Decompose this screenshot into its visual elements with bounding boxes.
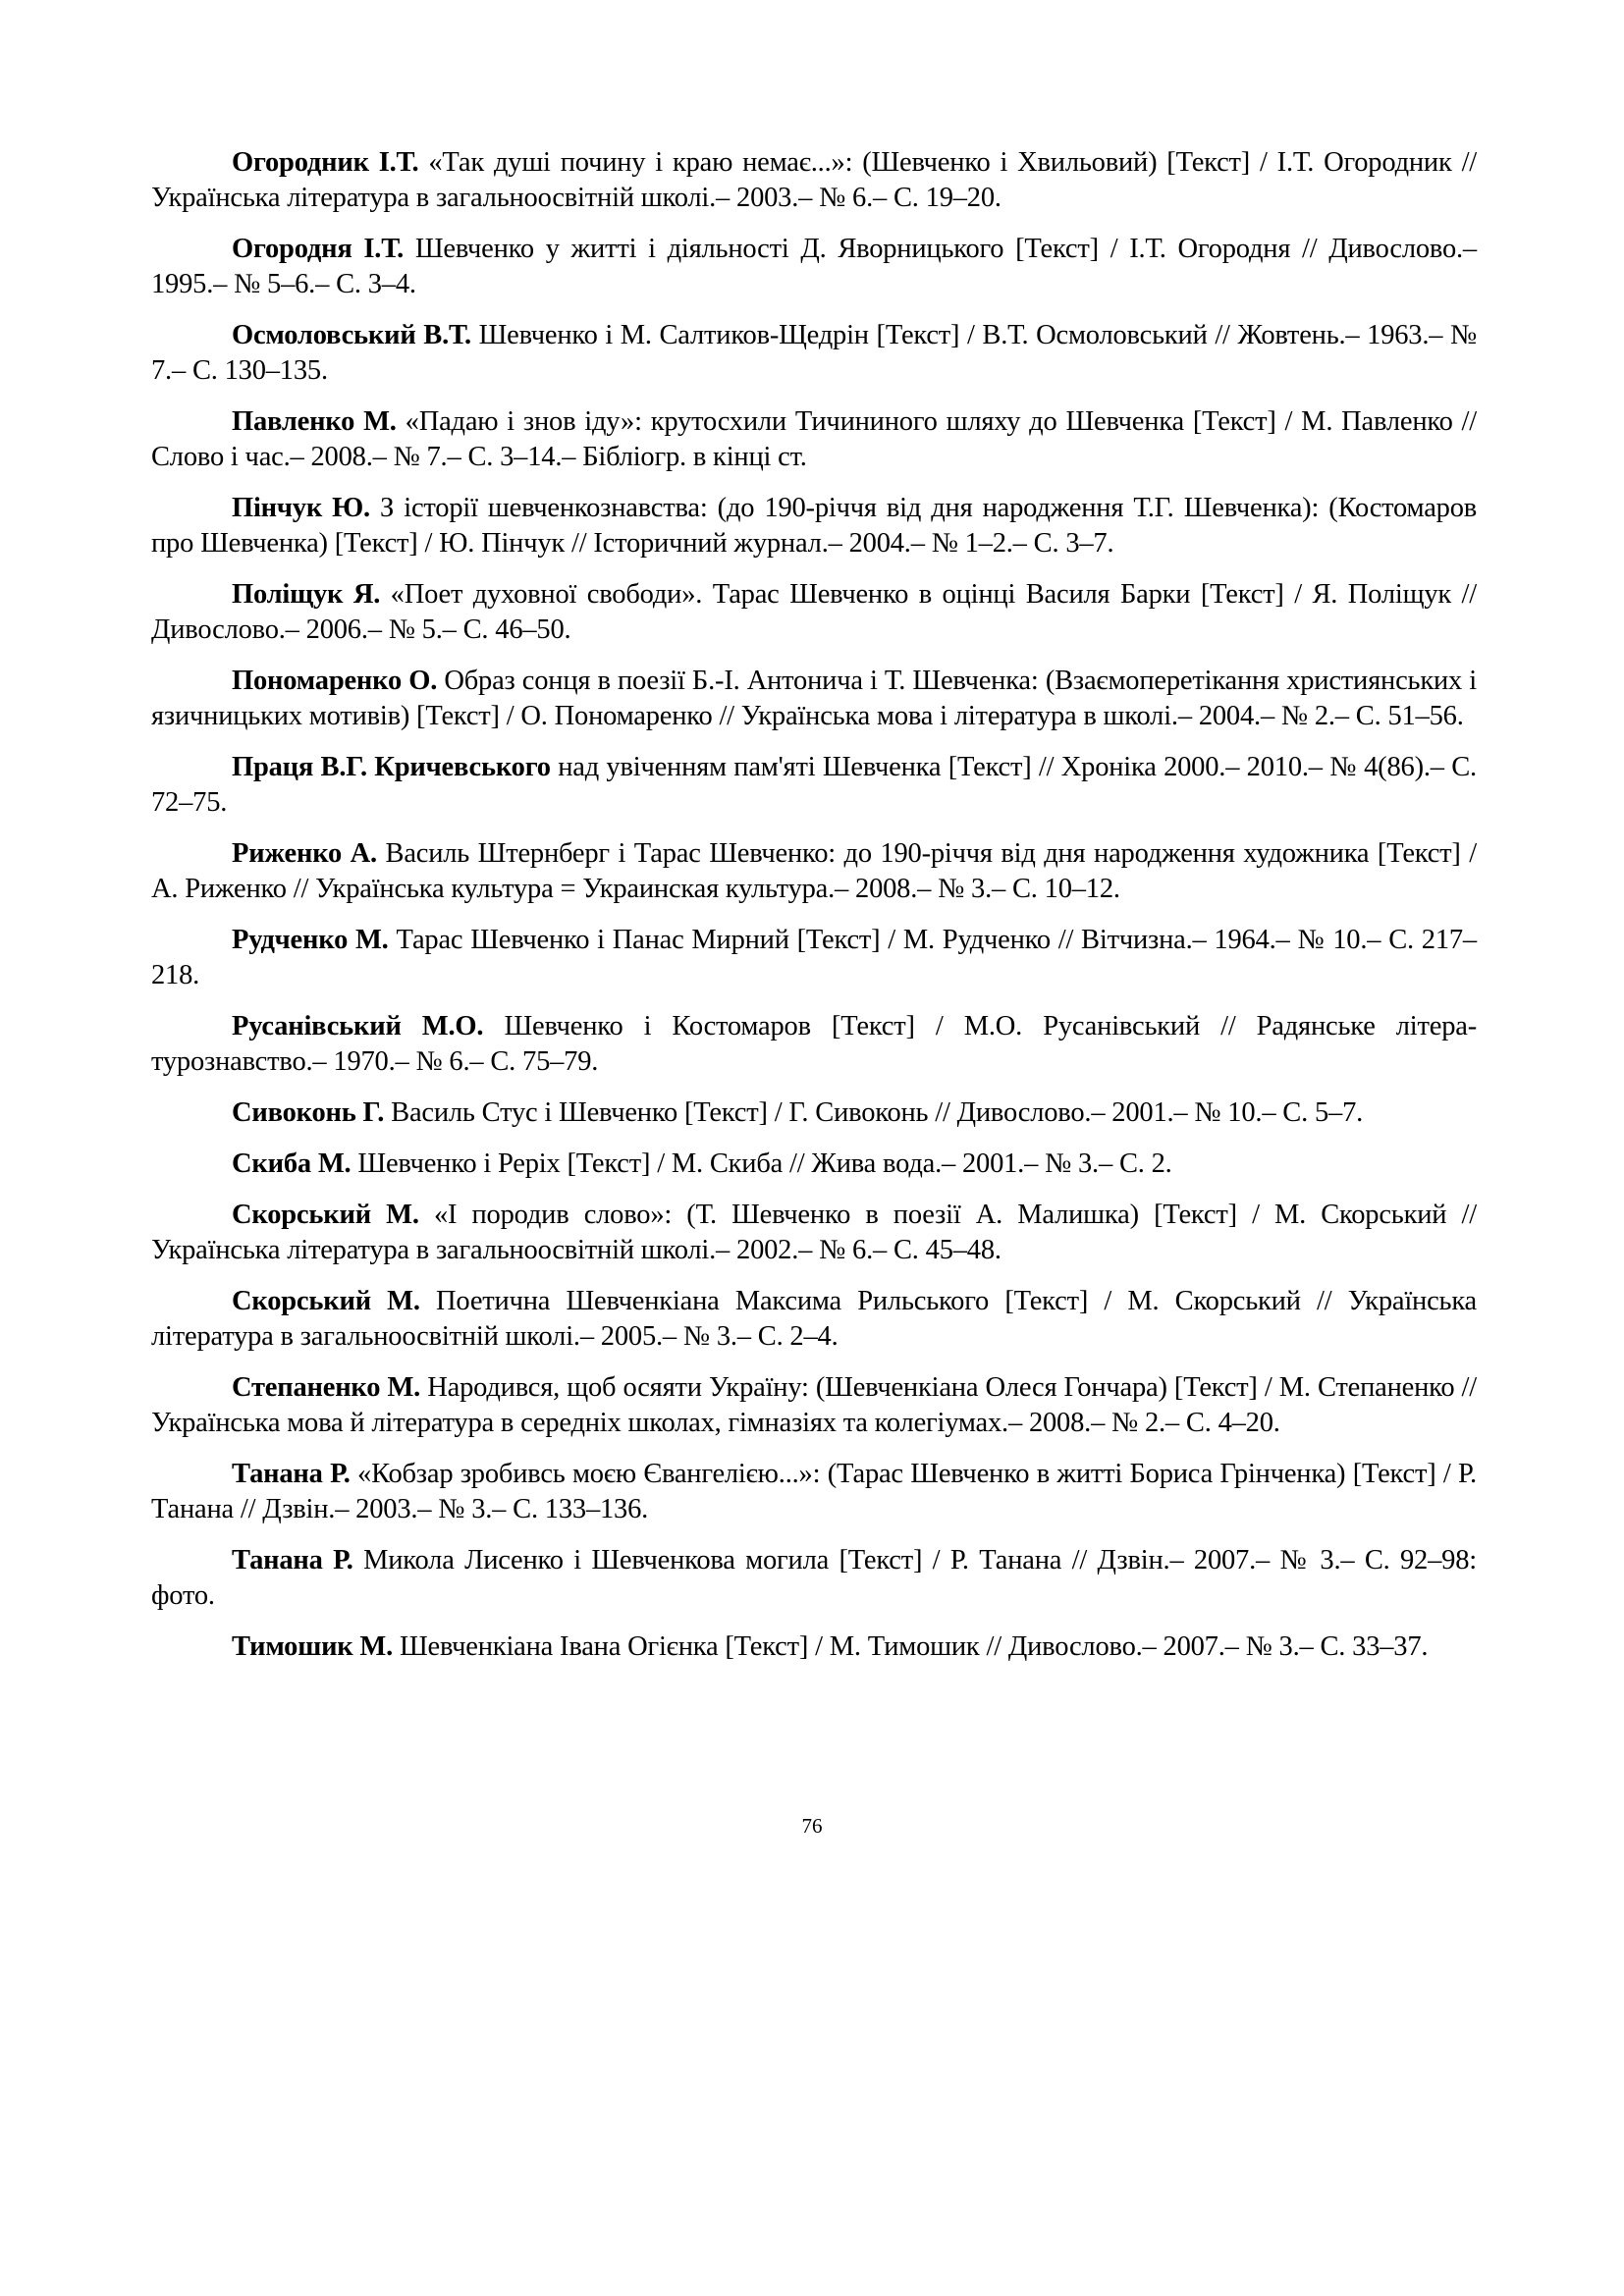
entry-text: «Кобзар зробивсь моєю Євангелією...»: (Тарас Шевченко в житті Бориса Грінченка) [Текст] / Р. Танана // Дзвін.– 2003.– № 3.– С. 133–136. xyxy=(151,1459,1477,1524)
entry-author: Скиба М. xyxy=(232,1148,352,1179)
bibliography-entry xyxy=(151,1370,1477,1441)
entry-text: «Падаю і знов іду»: крутосхили Тичининого шляху до Шевченка [Текст] / М. Павленко // Слово і час.– 2008.– № 7.– С. 3–14.– Бібліогр. в кінці ст. xyxy=(151,406,1477,472)
entry-author: Степаненко М. xyxy=(232,1372,421,1403)
entry-author: Пономаренко О. xyxy=(232,666,438,696)
bibliography-entry xyxy=(151,1009,1477,1080)
bibliography-entry xyxy=(151,1457,1477,1527)
bibliography-entry xyxy=(151,1147,1477,1182)
entry-author: Танана Р. xyxy=(232,1545,353,1575)
entry-author: Осмоловський В.Т. xyxy=(232,320,471,350)
entry-text: Шевченкіана Івана Огієнка [Текст] / М. Тимошик // Дивослово.– 2007.– № 3.– С. 33–37. xyxy=(393,1631,1429,1662)
bibliography-entry xyxy=(151,1543,1477,1614)
entry-author: Павленко М. xyxy=(232,406,397,437)
entry-author: Тимошик М. xyxy=(232,1631,394,1662)
entry-author: Риженко А. xyxy=(232,838,377,869)
bibliography-entry xyxy=(151,836,1477,907)
entry-text: Шевченко у житті і діяльності Д. Яворницького [Текст] / І.Т. Огородня // Дивослово.– 1995.– № 5–6.– С. 3–4. xyxy=(151,234,1477,299)
entry-text: «Поет духовної свободи». Тарас Шевченко в оцінці Василя Барки [Текст] / Я. Поліщук // Дивослово.– 2006.– № 5.– С. 46–50. xyxy=(151,579,1477,645)
entry-author: Пінчук Ю. xyxy=(232,493,370,523)
entry-text: Василь Стус і Шевченко [Текст] / Г. Сивоконь // Дивослово.– 2001.– № 10.– С. 5–7. xyxy=(384,1097,1364,1128)
entry-author: Сивоконь Г. xyxy=(232,1097,385,1128)
bibliography-entry xyxy=(151,1284,1477,1355)
entry-text: З історії шевченкознавства: (до 190-річчя від дня народження Т.Г. Шевченка): (Костомаров про Шевченка) [Текст] / Ю. Пінчук // Історичний журнал.– 2004.– № 1–2.– С. 3–7. xyxy=(151,493,1477,559)
entry-author: Рудченко М. xyxy=(232,925,389,955)
bibliography-entry xyxy=(151,1629,1477,1665)
bibliography-entry xyxy=(151,1095,1477,1131)
entry-author: Скорський М. xyxy=(232,1286,420,1316)
entry-text: Поетична Шевченкіана Максима Рильського [Текст] / М. Скорський // Українська література в загальноосвітній школі.– 2005.– № 3.– С. 2–4. xyxy=(151,1286,1477,1352)
bibliography-entry xyxy=(151,1198,1477,1268)
bibliography-entry xyxy=(151,145,1477,216)
entry-text: Микола Лисенко і Шевченкова могила [Текст] / Р. Танана // Дзвін.– 2007.– № 3.– С. 92–98: фото. xyxy=(151,1545,1477,1611)
entry-author: Огородник І.Т. xyxy=(232,147,419,178)
bibliography-entry xyxy=(151,750,1477,821)
entry-text: Шевченко і Реріх [Текст] / М. Скиба // Жива вода.– 2001.– № 3.– С. 2. xyxy=(351,1148,1172,1179)
bibliography-entry xyxy=(151,923,1477,993)
bibliography-entry xyxy=(151,664,1477,734)
entry-author: Праця В.Г. Кричевського xyxy=(232,752,551,782)
bibliography-list xyxy=(151,145,1477,1681)
entry-author: Танана Р. xyxy=(232,1459,351,1489)
entry-text: Тарас Шевченко і Панас Мирний [Текст] / М. Рудченко // Вітчизна.– 1964.– № 10.– С. 217–218. xyxy=(151,925,1477,990)
entry-text: над увіченням пам'яті Шевченка [Текст] // Хроніка 2000.– 2010.– № 4(86).– С. 72–75. xyxy=(151,752,1477,818)
entry-text: Василь Штернберг і Тарас Шевченко: до 190-річчя від дня народження художника [Текст] / А. Риженко // Українська культура = Украинская культура.– 2008.– № 3.– С. 10–12. xyxy=(151,838,1477,904)
bibliography-entry xyxy=(151,577,1477,648)
entry-author: Русанівський М.О. xyxy=(232,1011,484,1041)
bibliography-entry xyxy=(151,232,1477,302)
entry-text: Образ сонця в поезії Б.-І. Антонича і Т. Шевченка: (Взаємоперетікання християнських і язичницьких мотивів) [Текст] / О. Пономаренко // Українська мова і література в школі.– 2004.– № 2.– С. 51–56. xyxy=(151,666,1477,731)
entry-text: Шевченко і М. Салтиков-Щедрін [Текст] / В.Т. Осмоловський // Жовтень.– 1963.– № 7.– С. 130–135. xyxy=(151,320,1478,386)
entry-text: Народився, щоб осяяти Україну: (Шевченкіана Олеся Гончара) [Текст] / М. Степаненко // Українська мова й література в середніх школах, гімназіях та колегіумах.– 2008.– № 2.– С. 4–20. xyxy=(151,1372,1477,1438)
entry-text: «Так душі почину і краю немає...»: (Шевченко і Хвильовий) [Текст] / І.Т. Огородник // Українська література в загальноосвітній школі.– 2003.– № 6.– С. 19–20. xyxy=(151,147,1478,213)
bibliography-entry xyxy=(151,404,1477,475)
entry-author: Огородня І.Т. xyxy=(232,234,405,264)
entry-author: Скорський М. xyxy=(232,1200,419,1230)
bibliography-entry xyxy=(151,491,1477,561)
entry-author: Поліщук Я. xyxy=(232,579,381,610)
bibliography-entry xyxy=(151,318,1477,389)
entry-text: «І породив слово»: (Т. Шевченко в поезії А. Малишка) [Текст] / М. Скорський // Українська література в загальноосвітній школі.– 2002.– № 6.– С. 45–48. xyxy=(151,1200,1477,1265)
entry-text: Шевченко і Костомаров [Текст] / М.О. Русанівський // Радянське літера-турознавство.– 1970.– № 6.– С. 75–79. xyxy=(151,1011,1477,1077)
page-number: 76 xyxy=(801,1814,823,1838)
